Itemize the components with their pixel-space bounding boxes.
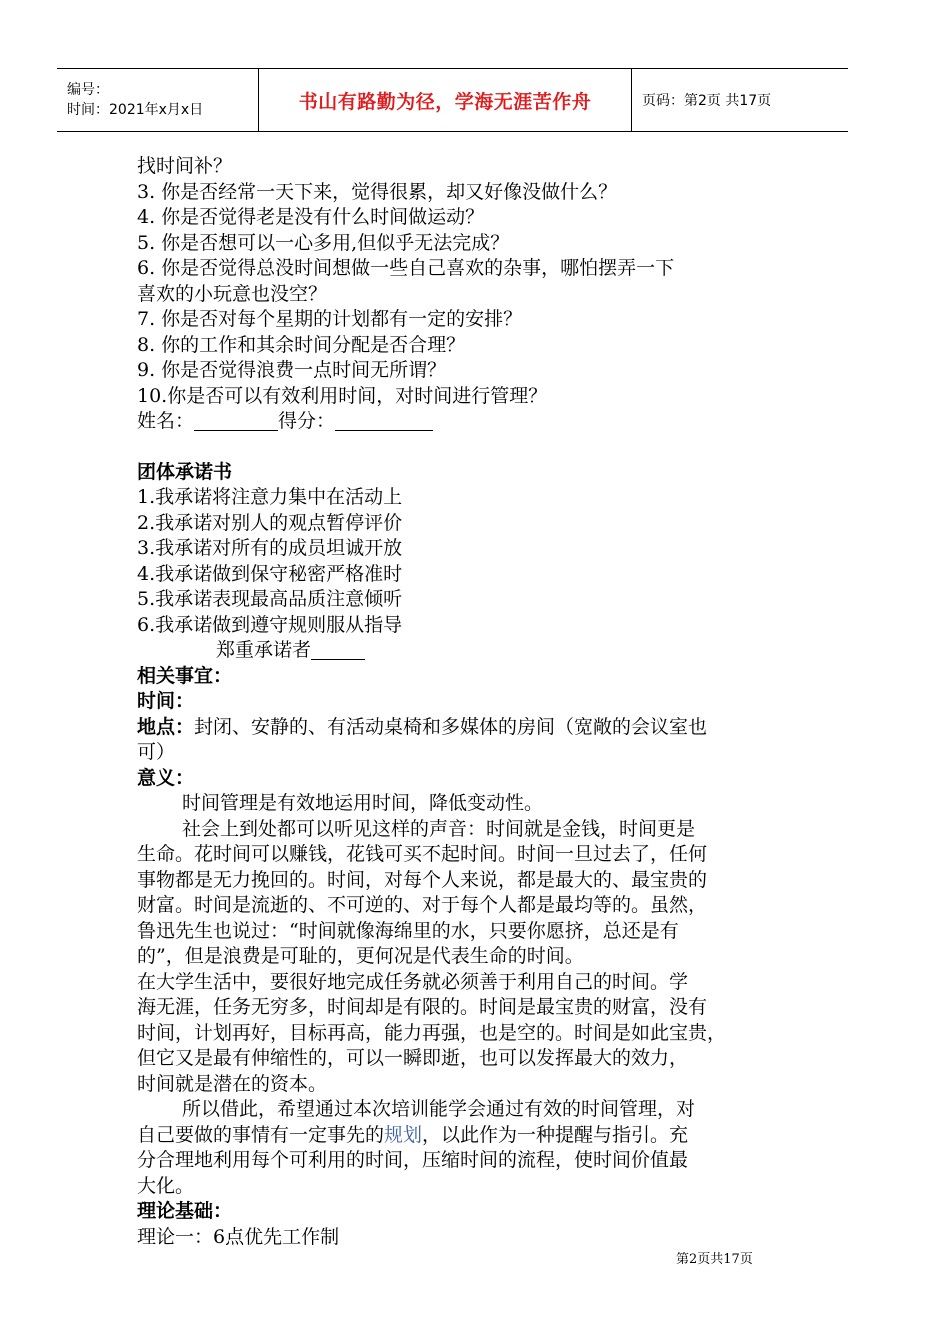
matters-title: 相关事宜： [137, 664, 233, 687]
question-line: 8. 你的工作和其余时间分配是否合理？ [137, 333, 466, 356]
header-motto-cell [259, 69, 632, 131]
signer-line [137, 638, 777, 664]
number-label: 编号： [67, 82, 109, 98]
paragraph-line: 在大学生活中，要很好地完成任务就必须善于利用自己的时间。学 [137, 970, 689, 993]
header-page-label: 页码：第2页 共17页 [642, 93, 772, 109]
paragraph-line: 分合理地利用每个可利用的时间，压缩时间的流程，使时间价值最 [137, 1149, 689, 1171]
name-label: 姓名： [137, 410, 195, 432]
paragraph-line: 但它又是最有伸缩性的，可以一瞬即逝，也可以发挥最大的效力， [137, 1047, 689, 1069]
pledge-title: 团体承诺书 [137, 460, 233, 483]
paragraph-line: 时间，计划再好，目标再高，能力再强，也是空的。时间是如此宝贵， [137, 1021, 727, 1044]
paragraph-line: 时间就是潜在的资本。 [137, 1072, 328, 1095]
place-line-cont: 可） [137, 741, 176, 763]
plan-link[interactable]: 规划 [384, 1123, 423, 1146]
pledge-item: 5.我承诺表现最高品质注意倾听 [137, 588, 403, 610]
meaning-line: 时间管理是有效地运用时间，降低变动性。 [182, 792, 544, 814]
paragraph-line: 鲁迅先生也说过：“时间就像海绵里的水，只要你愿挤，总还是有 [137, 919, 679, 942]
page-footer: 第2页共17页 [676, 1252, 753, 1267]
theory-item: 理论一：6点优先工作制 [137, 1225, 340, 1248]
name-score-line [137, 409, 777, 435]
score-label: 得分： [278, 410, 336, 432]
paragraph-line: 财富。时间是流逝的、不可逆的、对于每个人都是最均等的。虽然， [137, 894, 708, 916]
place-line [137, 715, 777, 741]
header-motto: 书山有路勤为径，学海无涯苦作舟 [298, 90, 592, 113]
signer-blank[interactable] [311, 639, 365, 660]
name-blank[interactable] [194, 410, 278, 431]
paragraph-line: 所以借此，希望通过本次培训能学会通过有效的时间管理，对 [182, 1098, 696, 1120]
question-line: 找时间补？ [137, 155, 233, 177]
time-field-label: 时间： [137, 690, 195, 712]
question-line: 7. 你是否对每个星期的计划都有一定的安排？ [137, 308, 523, 330]
paragraph-line [137, 1123, 777, 1149]
question-line: 4. 你是否觉得老是没有什么时间做运动？ [137, 206, 485, 228]
paragraph-line: 大化。 [137, 1174, 195, 1197]
pledge-item: 2.我承诺对别人的观点暂停评价 [137, 511, 403, 534]
header-meta [57, 69, 259, 131]
header-page-cell [632, 69, 848, 131]
place-label: 地点： [137, 715, 195, 738]
question-line: 喜欢的小玩意也没空？ [137, 282, 328, 305]
paragraph-text: 自己要做的事情有一定事先的 [137, 1123, 385, 1146]
question-line: 10.你是否可以有效利用时间，对时间进行管理？ [137, 384, 548, 407]
question-line: 5. 你是否想可以一心多用,但似乎无法完成？ [137, 231, 510, 254]
time-label: 时间：2021年x月x日 [67, 102, 204, 118]
paragraph-line: 社会上到处都可以听见这样的声音：时间就是金钱，时间更是 [182, 817, 696, 840]
signer-label: 郑重承诺者 [216, 639, 312, 661]
question-line: 6. 你是否觉得总没时间想做一些自己喜欢的杂事，哪怕摆弄一下 [137, 257, 675, 279]
pledge-item: 4.我承诺做到保守秘密严格准时 [137, 562, 403, 585]
question-line: 9. 你是否觉得浪费一点时间无所谓？ [137, 359, 447, 381]
meaning-label: 意义： [137, 766, 195, 789]
page-header [57, 68, 848, 132]
theory-title: 理论基础： [137, 1200, 233, 1222]
place-text: 封闭、安静的、有活动桌椅和多媒体的房间（宽敞的会议室也 [194, 715, 708, 738]
score-blank[interactable] [335, 410, 433, 431]
document-body [137, 154, 777, 1250]
paragraph-text: ，以此作为一种提醒与指引。充 [422, 1123, 689, 1146]
paragraph-line: 的”，但是浪费是可耻的，更何况是代表生命的时间。 [137, 945, 584, 967]
question-line: 3. 你是否经常一天下来，觉得很累，却又好像没做什么？ [137, 180, 618, 203]
paragraph-line: 事物都是无力挽回的。时间，对每个人来说，都是最大的、最宝贵的 [137, 868, 708, 891]
pledge-item: 1.我承诺将注意力集中在活动上 [137, 486, 403, 508]
paragraph-line: 海无涯，任务无穷多，时间却是有限的。时间是最宝贵的财富，没有 [137, 996, 708, 1018]
pledge-item: 6.我承诺做到遵守规则服从指导 [137, 613, 403, 636]
paragraph-line: 生命。花时间可以赚钱，花钱可买不起时间。时间一旦过去了，任何 [137, 843, 708, 865]
pledge-item: 3.我承诺对所有的成员坦诚开放 [137, 537, 403, 559]
